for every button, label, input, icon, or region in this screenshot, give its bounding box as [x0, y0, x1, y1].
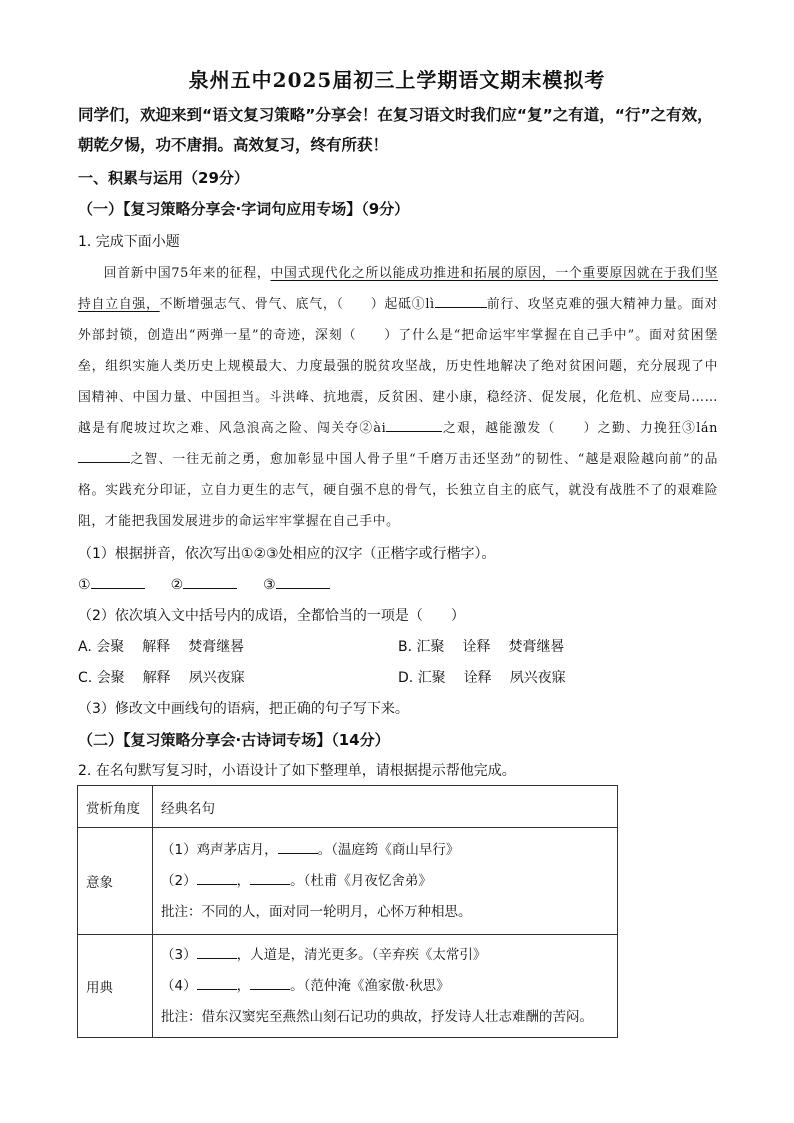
- table-row: [78, 935, 618, 1038]
- passage-text: 回首新中国75年来的征程，: [103, 266, 271, 281]
- intro-text: 同学们，欢迎来到“语文复习策略”分享会！在复习语文时我们应“复”之有道，“行”之有效，朝乾夕惕，功不唐捐。高效复习，终有所获！: [78, 106, 713, 154]
- answer-blank[interactable]: [197, 944, 237, 959]
- question-1-2: （2）依次填入文中括号内的成语，全都恰当的一项是（ ）: [78, 608, 465, 624]
- table-header-cell: 经典名句: [153, 786, 618, 828]
- answer-blank[interactable]: [250, 975, 290, 990]
- passage-text: 前行、攻坚克难的强大精神力量。面对外部封锁，创造出“两弹一星”的奇迹，深刻（ ）了什么是“把命运牢牢掌握在自己手中”。面对贫困堡垒，组织实施人类历史上规模最大、力度最强的脱贫攻坚战，历史性地解决了绝对贫困问题，充分展现了中国精神、中国力量、中国担当。斗洪峰、抗地震，反贫困、建小康，稳经济、促发展，化危机、应变局……越是有爬坡过坎之难、风急浪高之险、闯关夺②ài: [78, 297, 718, 436]
- page-title: 泉州五中2025届初三上学期语文期末模拟考: [188, 68, 606, 92]
- poem-line: （4） ， 。（范仲淹《渔家傲·秋思》: [161, 971, 609, 1002]
- answer-blank[interactable]: [183, 574, 237, 589]
- option-d[interactable]: D. 汇聚 诠释 夙兴夜寐: [398, 670, 566, 686]
- part1-heading: （一）【复习策略分享会·字词句应用专场】（9分）: [78, 200, 410, 218]
- passage-text: 之智、一往无前之勇，愈加彰显中国人骨子里“千磨万击还坚劲”的韧性、“越是艰险越向前”的品格。实践充分印证，立自力更生的志气，硬自强不息的骨气，长独立自主的底气，就没有战胜不了的艰难险阻，才能把我国发展进步的命运牢牢掌握在自己手中。: [78, 452, 718, 529]
- reading-passage: [78, 258, 718, 537]
- answer-blank[interactable]: [278, 839, 318, 854]
- answer-blank[interactable]: [197, 870, 237, 885]
- blank-label: ①: [78, 577, 91, 593]
- question-1-title: 1. 完成下面小题: [78, 234, 180, 250]
- question-2-title: 2. 在名句默写复习时，小语设计了如下整理单，请根据提示帮他完成。: [78, 763, 516, 779]
- poetry-table: [77, 785, 618, 1038]
- blank-label: ③: [263, 577, 276, 593]
- annotation: 批注：不同的人，面对同一轮明月，心怀万种相思。: [161, 903, 472, 920]
- answer-blank[interactable]: [197, 975, 237, 990]
- answer-blank[interactable]: [91, 574, 145, 589]
- option-c[interactable]: C. 会聚 解释 夙兴夜寐: [78, 670, 245, 686]
- choice-options: [78, 636, 718, 696]
- poem-line: （3） ，人道是，清光更多。（辛弃疾《太常引》: [161, 940, 609, 971]
- blank-label: ②: [170, 577, 184, 593]
- poem-line: （2） ， 。（杜甫《月夜忆舍弟》: [161, 866, 609, 897]
- answer-blank[interactable]: [250, 870, 290, 885]
- part2-heading: （二）【复习策略分享会·古诗词专场】（14分）: [78, 731, 390, 749]
- answer-blank[interactable]: [276, 574, 330, 589]
- table-lines-cell: [153, 935, 618, 1038]
- answer-blank[interactable]: [435, 293, 487, 308]
- table-angle-cell: 意象: [78, 828, 153, 935]
- question-1-1: （1）根据拼音，依次写出①②③处相应的汉字（正楷字或行楷字）。: [78, 546, 496, 562]
- pinyin-answer-blanks: [78, 574, 330, 593]
- table-header-cell: 赏析角度: [78, 786, 153, 828]
- table-lines-cell: [153, 828, 618, 935]
- option-a[interactable]: A. 会聚 解释 焚膏继晷: [78, 639, 245, 655]
- poem-line: （1）鸡声茅店月， 。（温庭筠《商山早行》: [161, 835, 609, 866]
- table-header-row: [78, 786, 618, 828]
- table-row: [78, 828, 618, 935]
- passage-text: 不断增强志气、骨气、底气，（ ）起砥①lì: [159, 297, 435, 312]
- option-b[interactable]: B. 汇聚 诠释 焚膏继晷: [398, 639, 565, 655]
- answer-blank[interactable]: [386, 417, 442, 432]
- answer-blank[interactable]: [78, 448, 130, 463]
- annotation: 批注：借东汉窦宪至燕然山刻石记功的典故，抒发诗人壮志难酬的苦闷。: [161, 1008, 593, 1025]
- section-heading: 一、积累与运用（29分）: [78, 169, 249, 187]
- underlined-sentence: 中国式现代化之所以能成功推进和拓展的原因，一个重要原因就在于我们坚持自立自强，: [78, 266, 718, 312]
- question-1-3: （3）修改文中画线句的语病，把正确的句子写下来。: [78, 701, 409, 717]
- passage-text: 之艰，越能激发（ ）之勤、力挽狂③lán: [442, 421, 718, 436]
- table-angle-cell: 用典: [78, 935, 153, 1038]
